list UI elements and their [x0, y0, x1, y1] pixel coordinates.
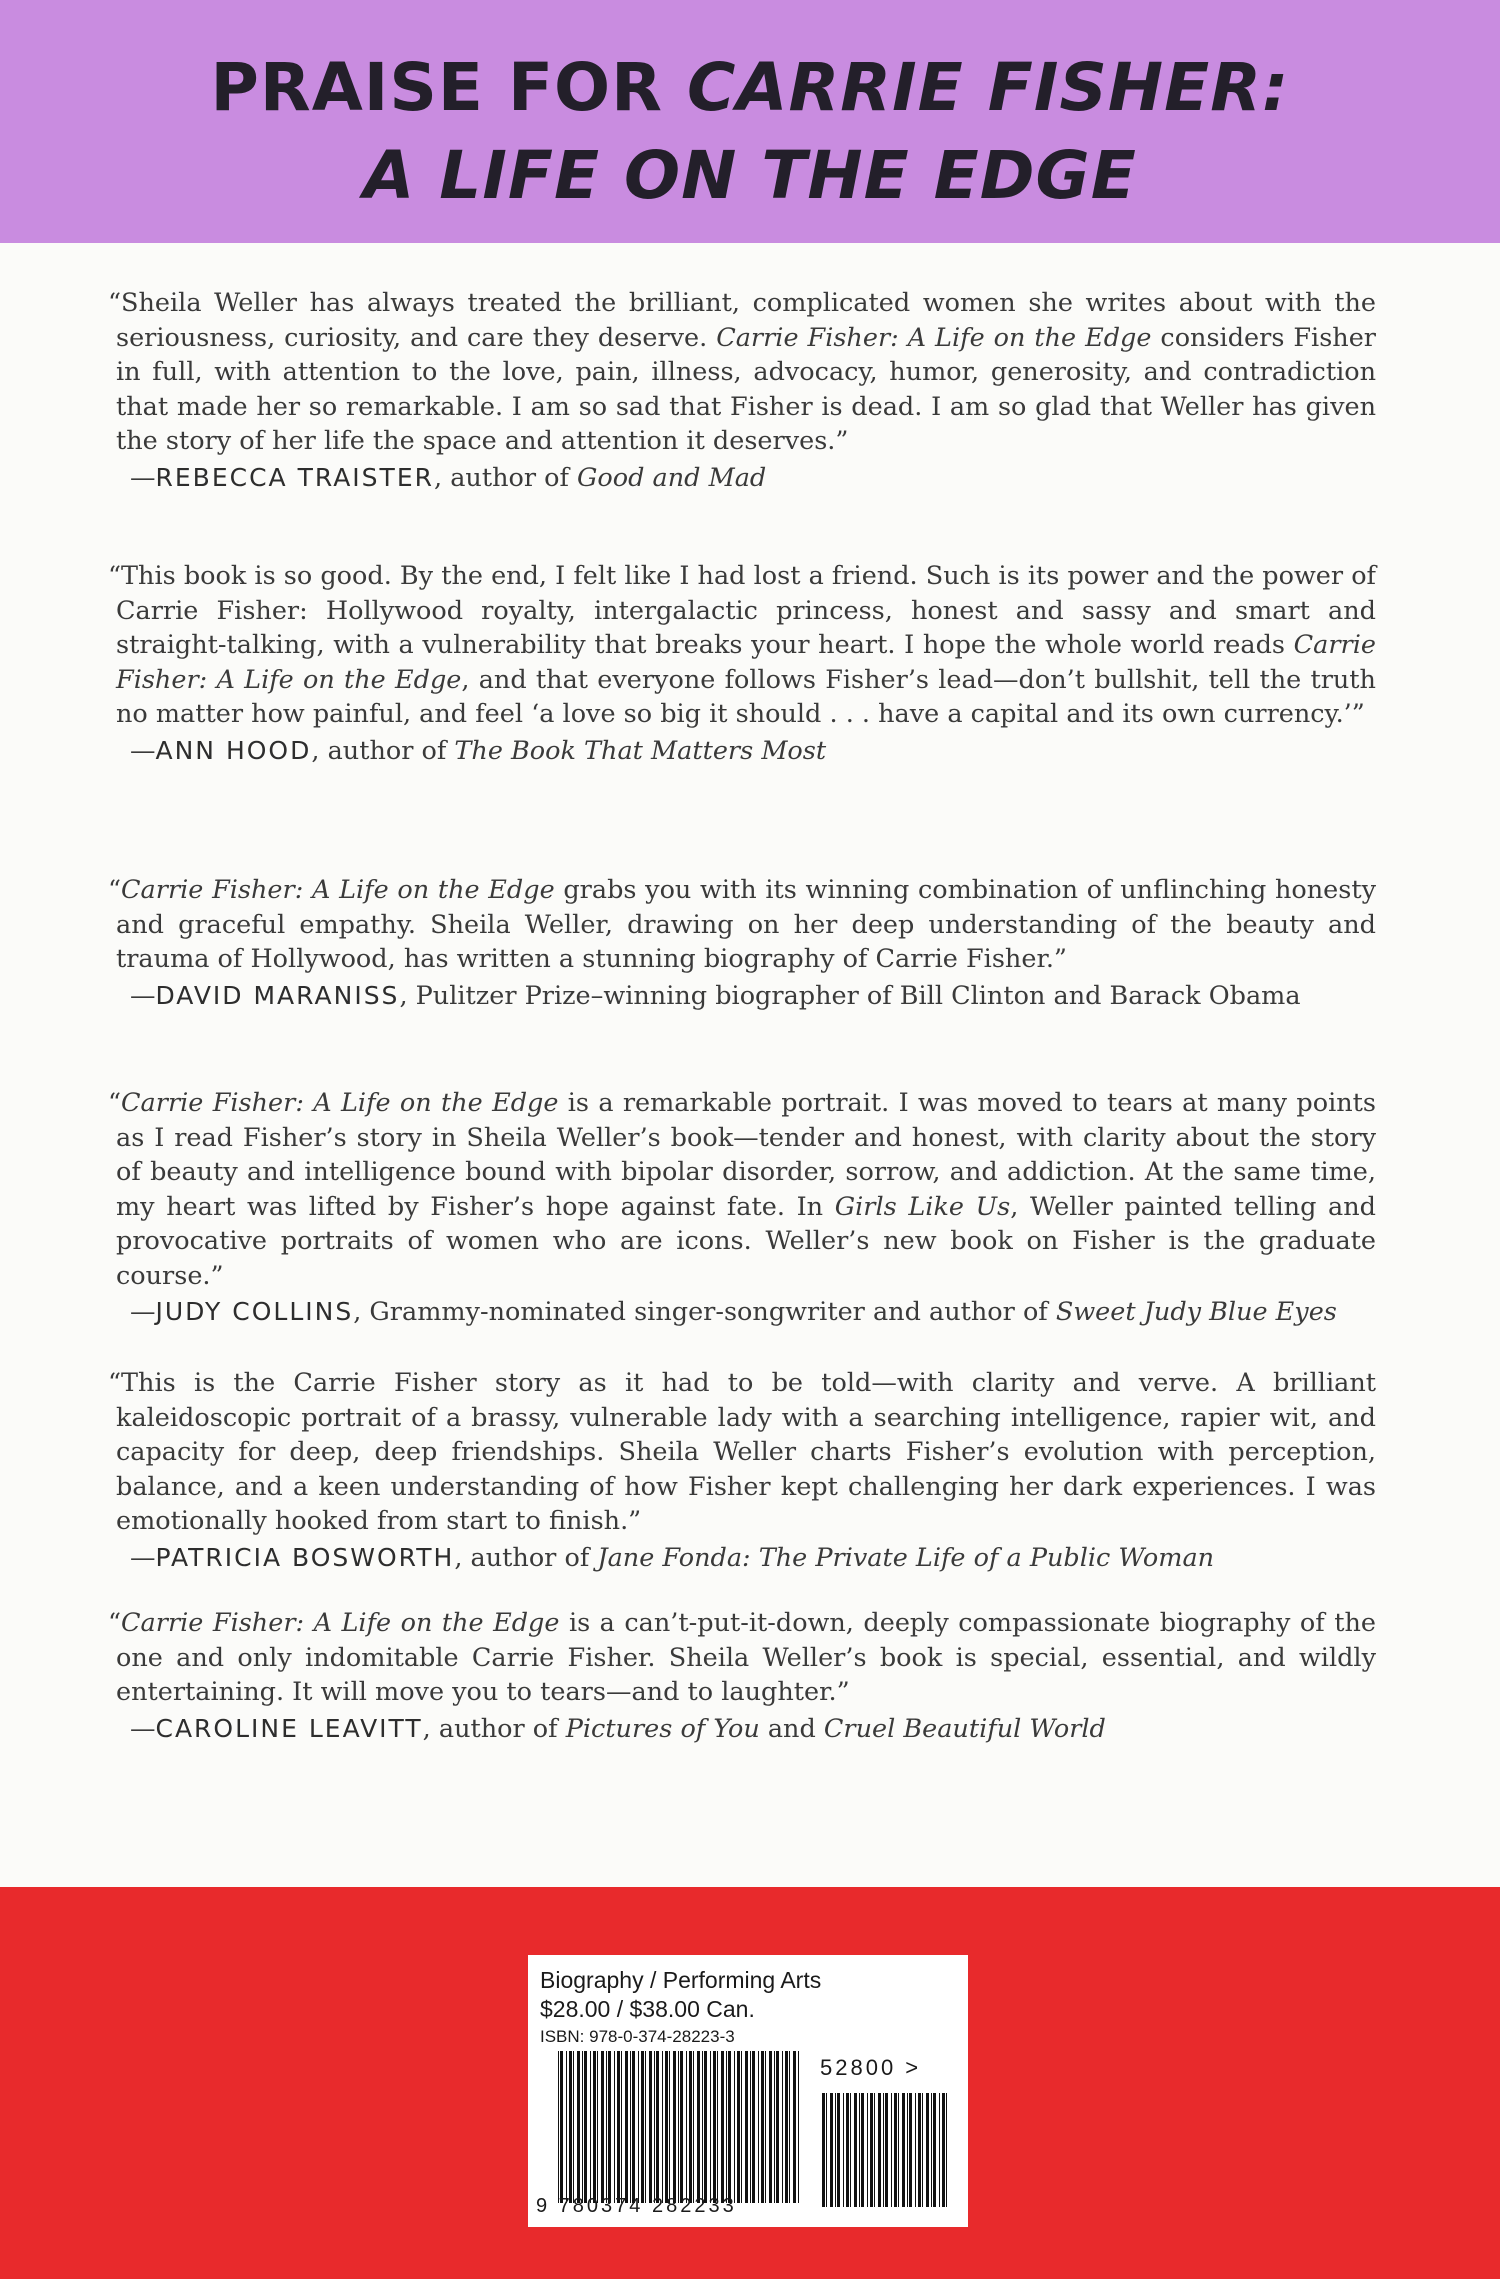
title-line2: A LIFE ON THE EDGE [363, 137, 1137, 214]
barcode-bar [645, 2051, 646, 2203]
title-line1-italic: CARRIE FISHER: [686, 49, 1290, 126]
barcode-bar [822, 2093, 825, 2207]
barcode-bar [761, 2051, 764, 2203]
barcode-bar [649, 2051, 652, 2203]
text-run: is a can’t-put-it-down, deeply compassionate biography of the one and only indomitable Carrie Fisher. Sheila Weller’s book is special, essential, and wildly entertaining. It will move you to tears—and to laughter.” [116, 1608, 1376, 1707]
attribution-dash: — [130, 735, 156, 766]
blurb-text [108, 1086, 1377, 1293]
attribution-text [454, 1543, 1214, 1573]
blurb-attribution [130, 461, 1376, 496]
barcode-bar [850, 2093, 851, 2207]
author-name: CAROLINE LEAVITT [155, 1713, 423, 1743]
italic-title: Pictures of You [565, 1713, 760, 1744]
text-run: , author of [311, 735, 455, 766]
barcode-bar [662, 2051, 663, 2203]
attribution-text [311, 736, 826, 766]
barcode-bar [745, 2051, 748, 2203]
blurb-text [108, 1606, 1376, 1710]
barcode-bar [689, 2051, 692, 2203]
barcode-bar [915, 2093, 916, 2207]
barcode-bar [608, 2051, 611, 2203]
isbn-barcode [556, 2051, 801, 2203]
barcode-bar [891, 2093, 892, 2207]
attribution-dash: — [130, 462, 156, 493]
barcode-bar [558, 2051, 559, 2203]
barcode-bar [793, 2051, 796, 2203]
addon-code: 52800 > [820, 2055, 922, 2080]
blurb-attribution [130, 979, 1376, 1014]
barcode-bar [717, 2051, 718, 2203]
barcode-bar [678, 2051, 679, 2203]
blurb-attribution [130, 1712, 1376, 1747]
italic-title: Carrie Fisher: A Life on the Edge [121, 875, 555, 905]
blurb-bosworth [108, 1366, 1376, 1606]
barcode-bar [898, 2093, 899, 2207]
barcode-bar [641, 2051, 644, 2203]
barcode-bar [693, 2051, 694, 2203]
barcode-bar [593, 2051, 596, 2203]
barcode-bar [798, 2051, 799, 2203]
barcode-bar [584, 2051, 587, 2203]
barcode-bar [614, 2051, 615, 2203]
barcode-bar [597, 2051, 598, 2203]
isbn-text: ISBN: 978-0-374-28223-3 [540, 2027, 735, 2046]
blurb-hood [108, 559, 1376, 873]
barcode-bar [946, 2093, 947, 2207]
price-label [528, 1955, 968, 2227]
barcode-bar [721, 2051, 724, 2203]
barcode-bar [931, 2093, 932, 2207]
barcode-bar [885, 2093, 888, 2207]
attribution-text [434, 463, 766, 493]
blurb-text [108, 559, 1376, 732]
blurb-leavitt [108, 1606, 1376, 1746]
text-run: “This book is so good. By the end, I felt like I had lost a friend. Such is its power and the power of Carrie Fisher: Hollywood royalty, intergalactic princess, honest and sassy and smart and straight-talking, with a vulnerability that breaks your heart. I hope the whole world reads [108, 561, 1376, 660]
attribution-dash: — [130, 980, 156, 1011]
author-name: ANN HOOD [155, 735, 312, 765]
barcode-bar [697, 2051, 700, 2203]
blurb-attribution [130, 1295, 1376, 1330]
barcode-bar [874, 2093, 875, 2207]
barcode-bar [638, 2051, 639, 2203]
attribution-dash: — [130, 1542, 156, 1573]
text-run: “ [108, 1608, 122, 1638]
author-name: PATRICIA BOSWORTH [155, 1542, 455, 1572]
barcode-bar [870, 2093, 873, 2207]
author-name: REBECCA TRAISTER [155, 462, 434, 492]
barcode-bar [573, 2051, 574, 2203]
blurb-collins [108, 1086, 1377, 1366]
text-run: and [759, 1713, 824, 1744]
italic-title: Girls Like Us [834, 1191, 1011, 1222]
barcode-bar [680, 2051, 683, 2203]
italic-title: Good and Mad [577, 462, 767, 493]
header-band [0, 0, 1500, 243]
barcode-bar [782, 2051, 783, 2203]
title-line1-plain: PRAISE FOR [210, 49, 687, 126]
barcode-bar [878, 2093, 881, 2207]
barcode-bar [625, 2051, 628, 2203]
barcode-bar [758, 2051, 759, 2203]
barcode-bar [918, 2093, 921, 2207]
barcode-bar [656, 2051, 659, 2203]
barcode-bar [560, 2051, 563, 2203]
barcode-bar [894, 2093, 897, 2207]
barcode-bar [632, 2051, 635, 2203]
barcode-bar [922, 2093, 923, 2207]
barcode-bar [942, 2093, 945, 2207]
italic-title: Carrie Fisher: A Life on the Edge [116, 630, 1376, 695]
text-run: , Pulitzer Prize–winning biographer of Bill Clinton and Barack Obama [399, 980, 1301, 1011]
barcode-bar [630, 2051, 631, 2203]
barcode-bar [737, 2051, 740, 2203]
barcode-bar [776, 2051, 779, 2203]
barcode-bar [654, 2051, 655, 2203]
blurb-attribution [130, 1541, 1376, 1576]
barcode-bar [710, 2051, 711, 2203]
barcode-bar [939, 2093, 940, 2207]
barcode-bar [577, 2051, 580, 2203]
barcode-bar [686, 2051, 687, 2203]
barcode-bar [883, 2093, 884, 2207]
blurb-attribution [130, 734, 1376, 769]
barcode-bar [774, 2051, 775, 2203]
barcode-bar [582, 2051, 583, 2203]
blurb-maraniss [108, 873, 1376, 1086]
barcode-bar [765, 2051, 766, 2203]
attribution-text [399, 981, 1300, 1011]
barcode-bar [867, 2093, 868, 2207]
barcode-bar [606, 2051, 607, 2203]
barcode-bar [669, 2051, 670, 2203]
blurb-list [108, 286, 1377, 1746]
barcode-bar [601, 2051, 604, 2203]
barcode-bar [702, 2051, 703, 2203]
barcode-bar [728, 2051, 731, 2203]
barcode-bar [843, 2093, 844, 2207]
text-run: grabs you with its winning combination of unflinching honesty and graceful empathy. Sheila Weller, drawing on her deep understanding of the beauty and trauma of Hollywood, has written a stunning biography of Carrie Fisher.” [116, 875, 1376, 974]
barcode-bar [665, 2051, 668, 2203]
italic-title: Cruel Beautiful World [823, 1713, 1106, 1744]
barcode-bar [907, 2093, 908, 2207]
barcode-bar [846, 2093, 849, 2207]
barcode-bar [785, 2051, 788, 2203]
barcode-bar [926, 2093, 929, 2207]
page-title [0, 44, 1500, 220]
blurb-traister [108, 286, 1376, 559]
barcode-bar [713, 2051, 716, 2203]
text-run: , and that everyone follows Fisher’s lead—don’t bullshit, tell the truth no matter how painful, and feel ‘a love so big it should . . . have a capital and its own currency.’” [116, 664, 1376, 729]
text-run: is a remarkable portrait. I was moved to tears at many points as I read Fisher’s story in Sheila Weller’s book—tender and honest, with clarity about the story of beauty and intelligence bound with bipolar disorder, sorrow, and addiction. At the same time, my heart was lifted by Fisher’s hope against fate. In [116, 1088, 1376, 1222]
blurb-text [108, 873, 1376, 977]
author-name: JUDY COLLINS [155, 1297, 354, 1326]
italic-title: Carrie Fisher: A Life on the Edge [121, 1608, 560, 1638]
barcode-bar [789, 2051, 790, 2203]
text-run: , author of [433, 462, 578, 493]
barcode-bar [859, 2093, 860, 2207]
barcode-bar [861, 2093, 864, 2207]
barcode-bar [566, 2051, 567, 2203]
italic-title: Sweet Judy Blue Eyes [1055, 1297, 1337, 1327]
barcode-bar [835, 2093, 836, 2207]
text-run: , author of [422, 1713, 566, 1744]
blurb-text [108, 1366, 1376, 1539]
italic-title: Jane Fonda: The Private Life of a Public Woman [597, 1542, 1215, 1573]
barcode-bar [569, 2051, 572, 2203]
attribution-text [423, 1714, 1106, 1744]
barcode-bar [909, 2093, 912, 2207]
text-run: “Sheila Weller has always treated the brilliant, complicated women she writes about with the seriousness, curiosity, and care they deserve. [108, 288, 1376, 353]
barcode-bar [734, 2051, 735, 2203]
author-name: DAVID MARANISS [155, 980, 400, 1010]
barcode-bar [837, 2093, 840, 2207]
italic-title: Carrie Fisher: A Life on the Edge [716, 322, 1152, 353]
italic-title: Carrie Fisher: A Life on the Edge [121, 1088, 559, 1118]
category-text: Biography / Performing Arts [540, 1967, 822, 1993]
barcode-bar [902, 2093, 905, 2207]
barcode-bar [854, 2093, 857, 2207]
barcode-bar [769, 2051, 772, 2203]
text-run: “ [108, 875, 122, 905]
italic-title: The Book That Matters Most [454, 735, 827, 766]
barcode-bar [830, 2093, 833, 2207]
text-run: “ [108, 1088, 122, 1118]
text-run: , Weller painted telling and provocative portraits of women who are icons. Weller’s new book on Fisher is the graduate course.” [116, 1191, 1377, 1291]
barcode-bar [750, 2051, 751, 2203]
barcode-bar [726, 2051, 727, 2203]
attribution-dash: — [130, 1297, 156, 1327]
addon-barcode [820, 2067, 950, 2207]
blurb-text [108, 286, 1376, 459]
barcode-bar [673, 2051, 676, 2203]
barcode-bar [826, 2093, 827, 2207]
attribution-text [353, 1297, 1337, 1327]
price-text: $28.00 / $38.00 Can. [540, 1996, 755, 2022]
text-run: considers Fisher in full, with attention to the love, pain, illness, advocacy, humor, generosity, and contradiction that made her so remarkable. I am so sad that Fisher is dead. I am so glad that Weller has given the story of her life the space and attention it deserves.” [116, 322, 1376, 456]
text-run: “This is the Carrie Fisher story as it had to be told—with clarity and verve. A brilliant kaleidoscopic portrait of a brassy, vulnerable lady with a searching intelligence, rapier wit, and capacity for deep, deep friendships. Sheila Weller charts Fisher’s evolution with perception, balance, and a keen understanding of how Fisher kept challenging her dark experiences. I was emotionally hooked from start to finish.” [108, 1368, 1376, 1536]
barcode-bar [617, 2051, 620, 2203]
barcode-bar [741, 2051, 742, 2203]
text-run: , author of [454, 1542, 598, 1573]
barcode-bar [704, 2051, 707, 2203]
barcode-digits: 9 780374 282233 [536, 2195, 737, 2217]
text-run: , Grammy-nominated singer-songwriter and author of [353, 1297, 1056, 1327]
barcode-bar [933, 2093, 936, 2207]
barcode-bar [590, 2051, 591, 2203]
attribution-dash: — [130, 1713, 156, 1744]
barcode-bar [752, 2051, 755, 2203]
barcode-bar [621, 2051, 622, 2203]
